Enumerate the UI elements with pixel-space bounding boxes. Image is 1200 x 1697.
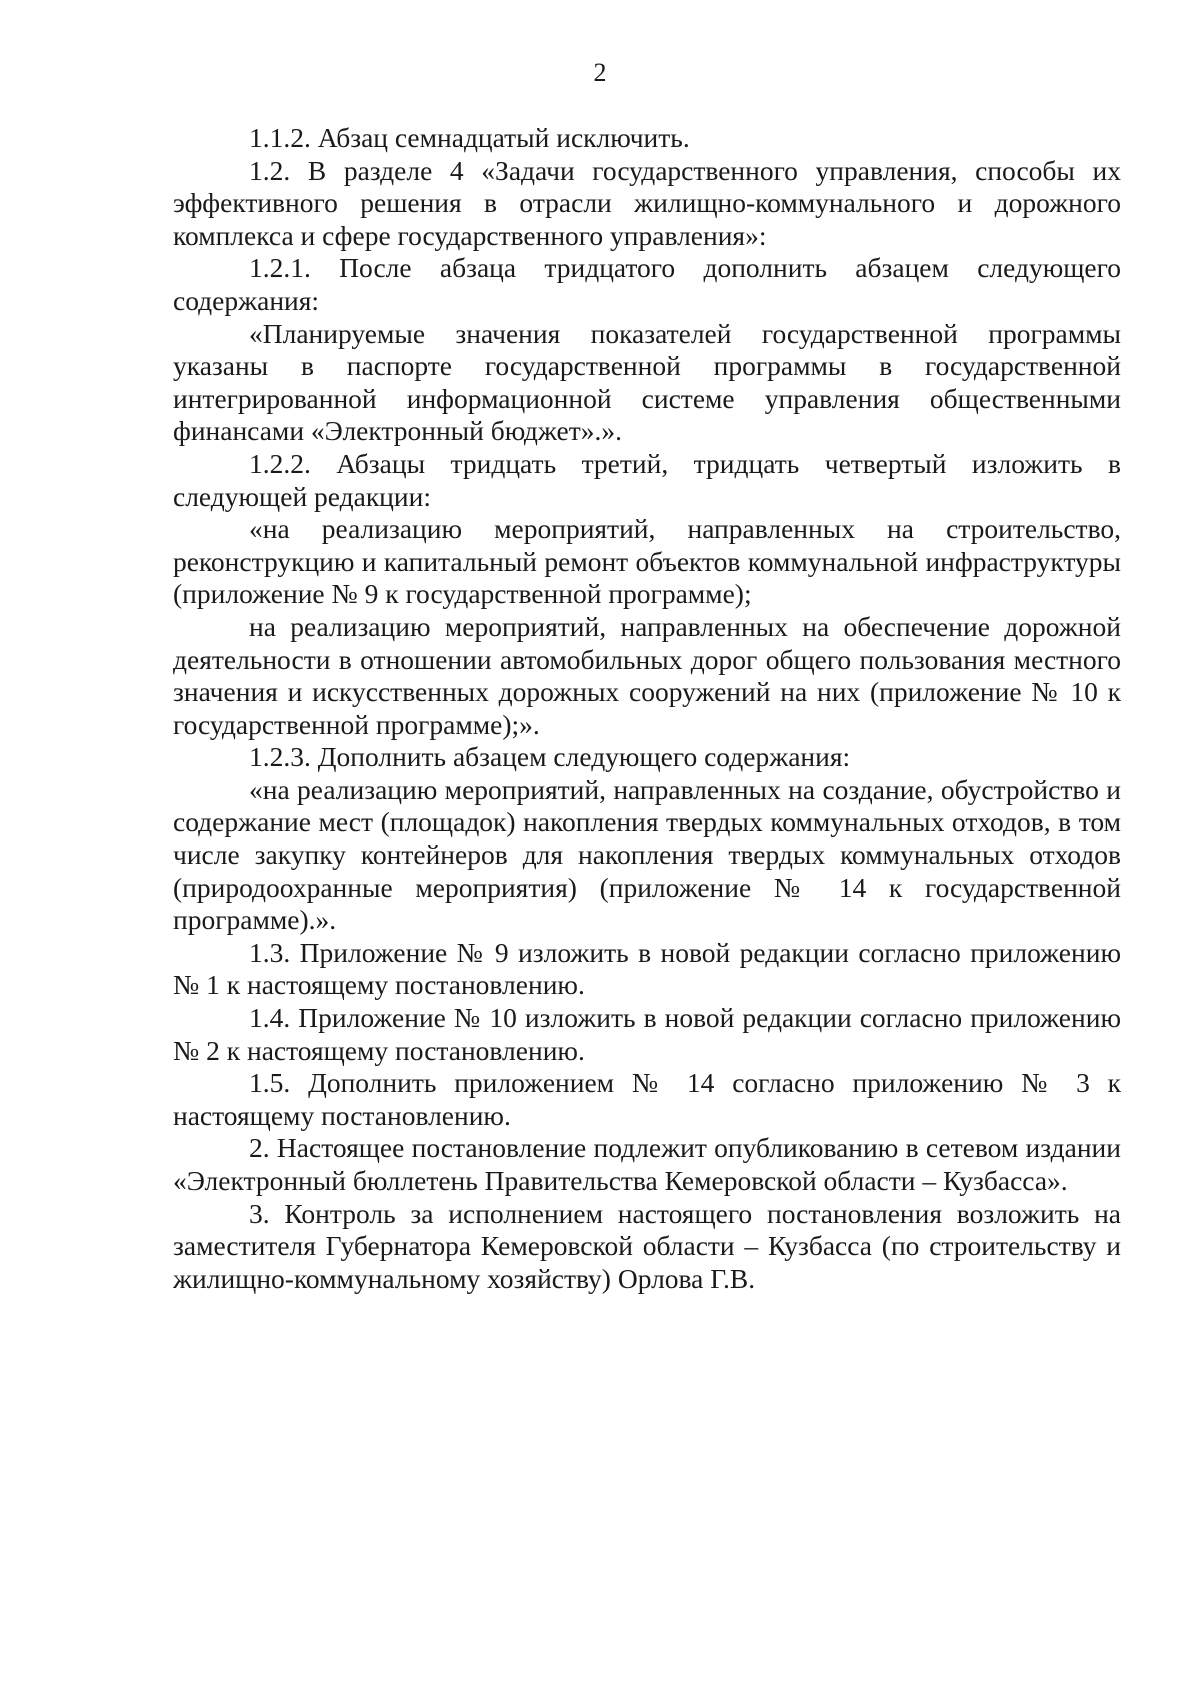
paragraph-1-3: 1.3. Приложение № 9 изложить в новой редакции согласно приложению № 1 к настоящему постановлению. xyxy=(173,936,1121,1001)
paragraph-1-2: 1.2. В разделе 4 «Задачи государственного управления, способы их эффективного решения в отрасли жилищно-коммунального и дорожного комплекса и сфере государственного управления»: xyxy=(173,154,1121,251)
document-body xyxy=(173,122,1121,1295)
paragraph-quote-communal-infrastructure: «на реализацию мероприятий, направленных на строительство, реконструкцию и капитальный ремонт объектов коммунальной инфраструктуры (приложение № 9 к государственной программе); xyxy=(173,513,1121,610)
paragraph-1-2-2: 1.2.2. Абзацы тридцать третий, тридцать четвертый изложить в следующей редакции: xyxy=(173,447,1121,512)
paragraph-1-2-3: 1.2.3. Дополнить абзацем следующего содержания: xyxy=(249,741,851,773)
paragraph-3-control: 3. Контроль за исполнением настоящего постановления возложить на заместителя Губернатора Кемеровской области – Кузбасса (по строительству и жилищно-коммунальному хозяйству) Орлова Г.В. xyxy=(173,1197,1121,1294)
paragraph-1-4: 1.4. Приложение № 10 изложить в новой редакции согласно приложению № 2 к настоящему постановлению. xyxy=(173,1002,1121,1066)
paragraph-1-1-2: 1.1.2. Абзац семнадцатый исключить. xyxy=(249,122,690,153)
paragraph-quote-planned-values: «Планируемые значения показателей государственной программы указаны в паспорте государственной программы в государственной интегрированной информационной системе управления общественными финансами «Электронный бюджет».». xyxy=(173,317,1121,447)
page-number: 2 xyxy=(593,58,607,87)
paragraph-1-5: 1.5. Дополнить приложением № 14 согласно приложению № 3 к настоящему постановлению. xyxy=(173,1067,1121,1131)
paragraph-quote-road-activity: на реализацию мероприятий, направленных на обеспечение дорожной деятельности в отношении автомобильных дорог общего пользования местного значения и искусственных дорожных сооружений на них (приложение № 10 к государственной программе);». xyxy=(173,610,1121,740)
paragraph-quote-waste-sites: «на реализацию мероприятий, направленных на создание, обустройство и содержание мест (площадок) накопления твердых коммунальных отходов, в том числе закупку контейнеров для накопления твердых коммунальных отходов (природоохранные мероприятия) (приложение № 14 к государственной программе).». xyxy=(173,773,1121,936)
paragraph-1-2-1: 1.2.1. После абзаца тридцатого дополнить абзацем следующего содержания: xyxy=(173,252,1121,316)
paragraph-2-publication: 2. Настоящее постановление подлежит опубликованию в сетевом издании «Электронный бюллетень Правительства Кемеровской области – Кузбасса». xyxy=(173,1132,1121,1196)
